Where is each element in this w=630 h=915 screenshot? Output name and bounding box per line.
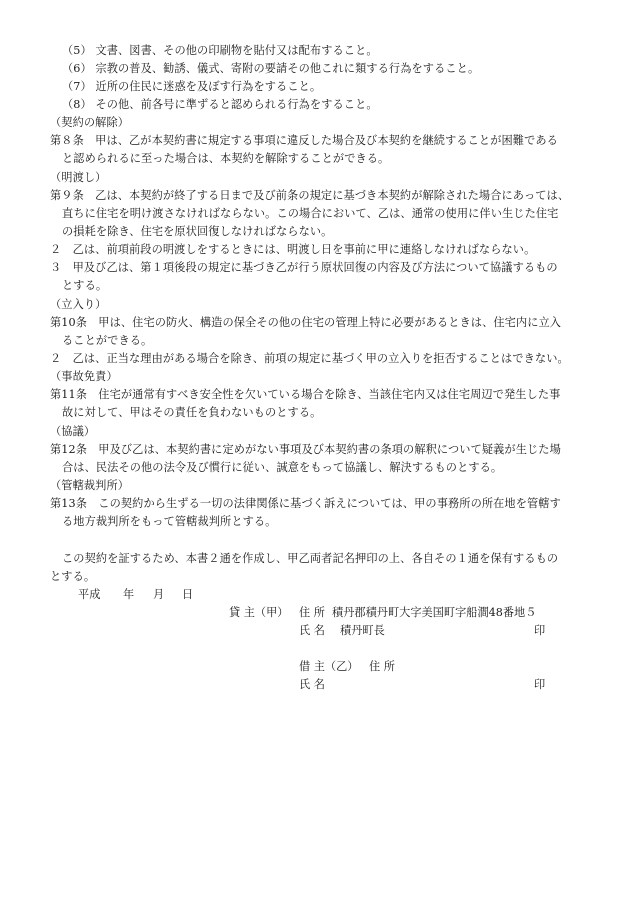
text-line: （6） 宗教の普及、勧誘、儀式、寄附の要請その他これに類する行為をすること。 [62, 62, 480, 75]
text-line: 第12条 甲及び乙は、本契約書に定めがない事項及び本契約書の条項の解釈について疑義が生じた場 [50, 443, 561, 456]
text-line: 第13条 この契約から生ずる一切の法律関係に基づく訴えについては、甲の事務所の所在地を管轄す [50, 497, 561, 510]
lessor-name-value: 積丹町長 [340, 624, 385, 637]
text-line: ２ 乙は、前項前段の明渡しをするときには、明渡し日を事前に甲に連絡しなければならない。 [50, 243, 536, 256]
text-line: とする。 [50, 570, 96, 583]
text-line: 第９条 乙は、本契約が終了する日まで及び前条の規定に基づき本契約が解除された場合にあっては、 [50, 189, 570, 202]
text-line: この契約を証するため、本書２通を作成し、甲乙両者記名押印の上、各自その１通を保有するもの [62, 552, 559, 565]
text-line: ２ 乙は、正当な理由がある場合を除き、前項の規定に基づく甲の立入りを拒否することはできない。 [50, 352, 569, 365]
lessee-seal-mark: 印 [534, 678, 546, 691]
date-year-unit: 年 [123, 588, 135, 601]
text-line: と認められるに至った場合は、本契約を解除することができる。 [62, 152, 390, 165]
lessor-address-value: 積丹郡積丹町大字美国町字船澗48番地５ [332, 606, 537, 619]
lessor-role: 貸 主（甲） [229, 606, 289, 619]
date-era: 平成 [78, 588, 101, 601]
text-line: とする。 [62, 279, 108, 292]
text-line: 第10条 甲は、住宅の防火、構造の保全その他の住宅の管理上特に必要があるときは、住宅内に立入 [50, 316, 562, 329]
text-line: （事故免責） [50, 370, 118, 383]
text-line: 故に対して、甲はその責任を負わないものとする。 [62, 406, 322, 419]
text-line: （明渡し） [50, 171, 107, 184]
lessee-name-label: 氏 名 [299, 678, 325, 691]
text-line: （協議） [50, 425, 96, 438]
text-line: （立入り） [50, 298, 107, 311]
text-line: （契約の解除） [50, 116, 130, 129]
text-line: ３ 甲及び乙は、第１項後段の規定に基づき乙が行う原状回復の内容及び方法について協議するもの [50, 261, 558, 274]
text-line: （7） 近所の住民に迷惑を及ぼす行為をすること。 [62, 80, 322, 93]
text-line: （8） その他、前各号に準ずると認められる行為をすること。 [62, 98, 378, 111]
date-month-unit: 月 [153, 588, 165, 601]
text-line: の損耗を除き、住宅を原状回復しなければならない。 [62, 225, 333, 238]
text-line: （管轄裁判所） [50, 479, 130, 492]
text-line: （5） 文書、図書、その他の印刷物を貼付又は配布すること。 [62, 44, 378, 57]
lessor-name-label: 氏 名 [299, 624, 325, 637]
text-line: ることができる。 [62, 334, 153, 347]
lessee-role: 借 主（乙） [299, 660, 359, 673]
text-line: る地方裁判所をもって管轄裁判所とする。 [62, 515, 277, 528]
text-line: 直ちに住宅を明け渡さなければならない。この場合において、乙は、通常の使用に伴い生じた住宅 [62, 207, 559, 220]
lessor-address-label: 住 所 [299, 606, 325, 619]
lessor-seal-mark: 印 [534, 624, 546, 637]
text-line: 第11条 住宅が通常有すべき安全性を欠いている場合を除き、当該住宅内又は住宅周辺で発生した事 [50, 388, 561, 401]
text-line: 合は、民法その他の法令及び慣行に従い、誠意をもって協議し、解決するものとする。 [62, 461, 503, 474]
date-day-unit: 日 [182, 588, 194, 601]
lessee-address-label: 住 所 [369, 660, 395, 673]
text-line: 第８条 甲は、乙が本契約書に規定する事項に違反した場合及び本契約を継続することが困難である [50, 134, 558, 147]
